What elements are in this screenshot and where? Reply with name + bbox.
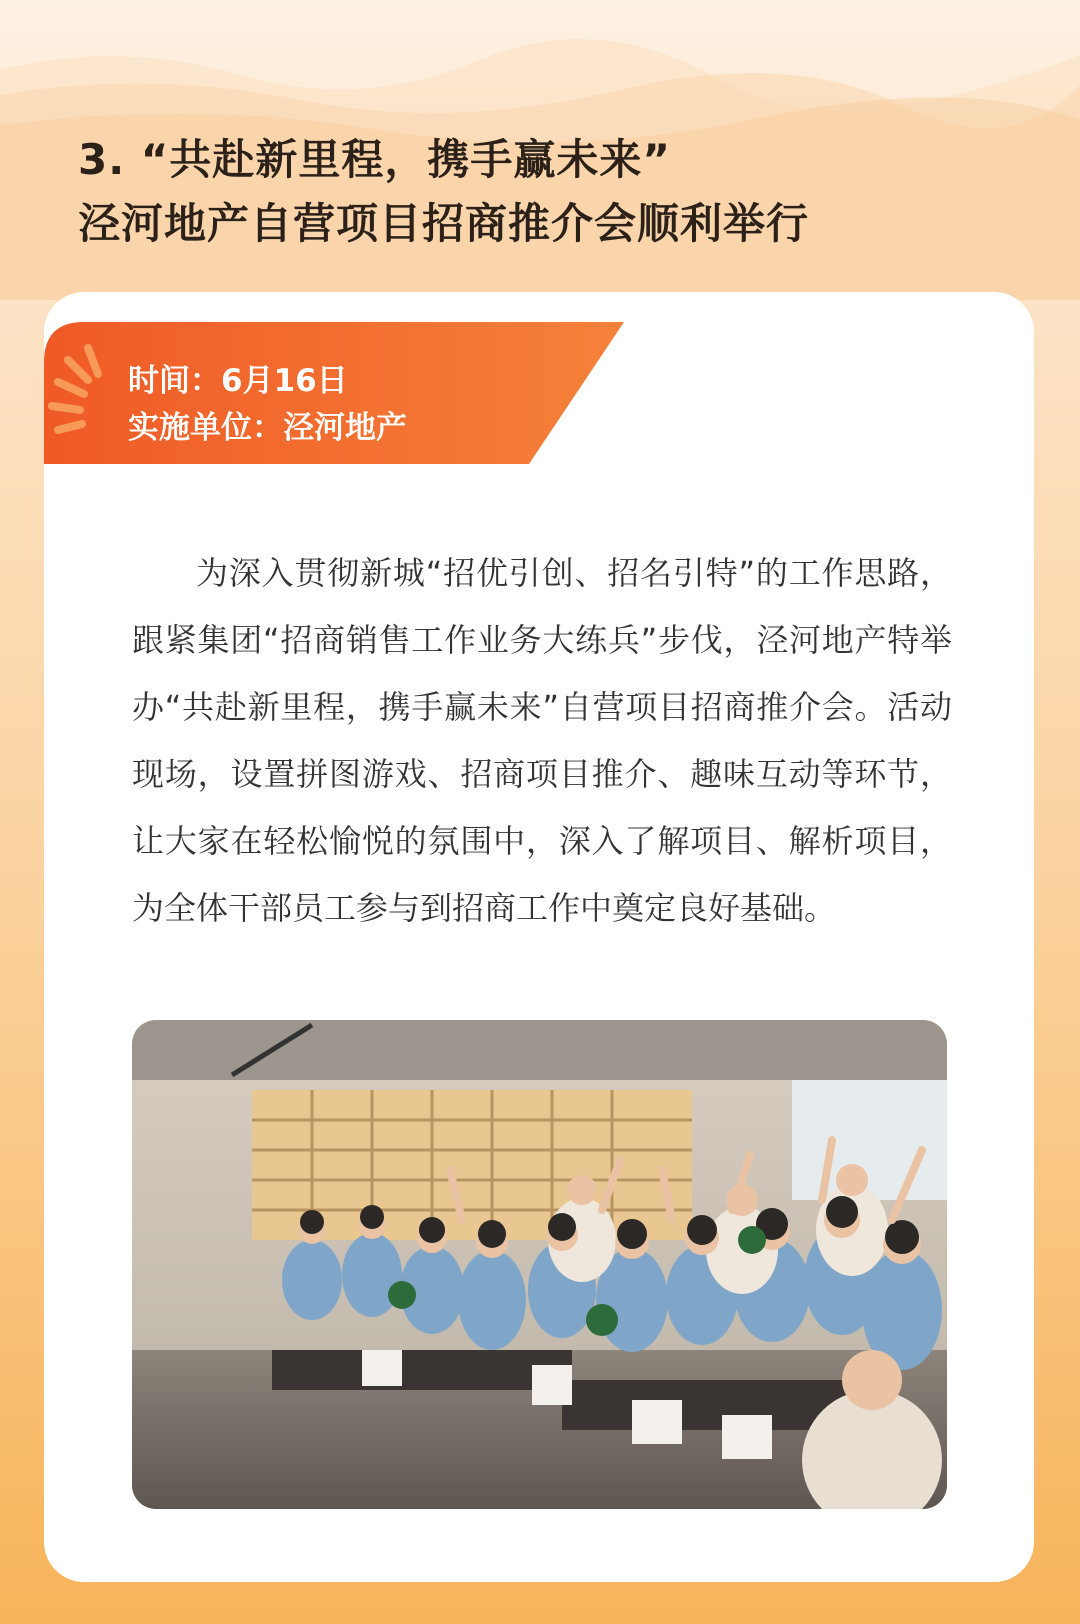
article-heading bbox=[78, 128, 809, 256]
article-body: 为深入贯彻新城“招优引创、招名引特”的工作思路，跟紧集团“招商销售工作业务大练兵”步伐，泾河地产特举办“共赴新里程，携手赢未来”自营项目招商推介会。活动现场，设置拼图游戏、招商项目推介、趣味互动等环节，让大家在轻松愉悦的氛围中，深入了解项目、解析项目，为全体干部员工参与到招商工作中奠定良好基础。 bbox=[132, 554, 952, 927]
event-audience-photo bbox=[132, 1020, 947, 1509]
unit-value: 泾河地产 bbox=[283, 410, 407, 446]
event-unit bbox=[128, 405, 407, 452]
time-value: 6月16日 bbox=[221, 363, 348, 399]
event-time bbox=[128, 358, 407, 405]
time-label: 时间： bbox=[128, 363, 221, 399]
unit-label: 实施单位： bbox=[128, 410, 283, 446]
event-info bbox=[128, 358, 407, 452]
heading-line-2: 泾河地产自营项目招商推介会顺利举行 bbox=[78, 199, 810, 248]
heading-line-1: 3. “共赴新里程，携手赢未来” bbox=[78, 135, 672, 184]
